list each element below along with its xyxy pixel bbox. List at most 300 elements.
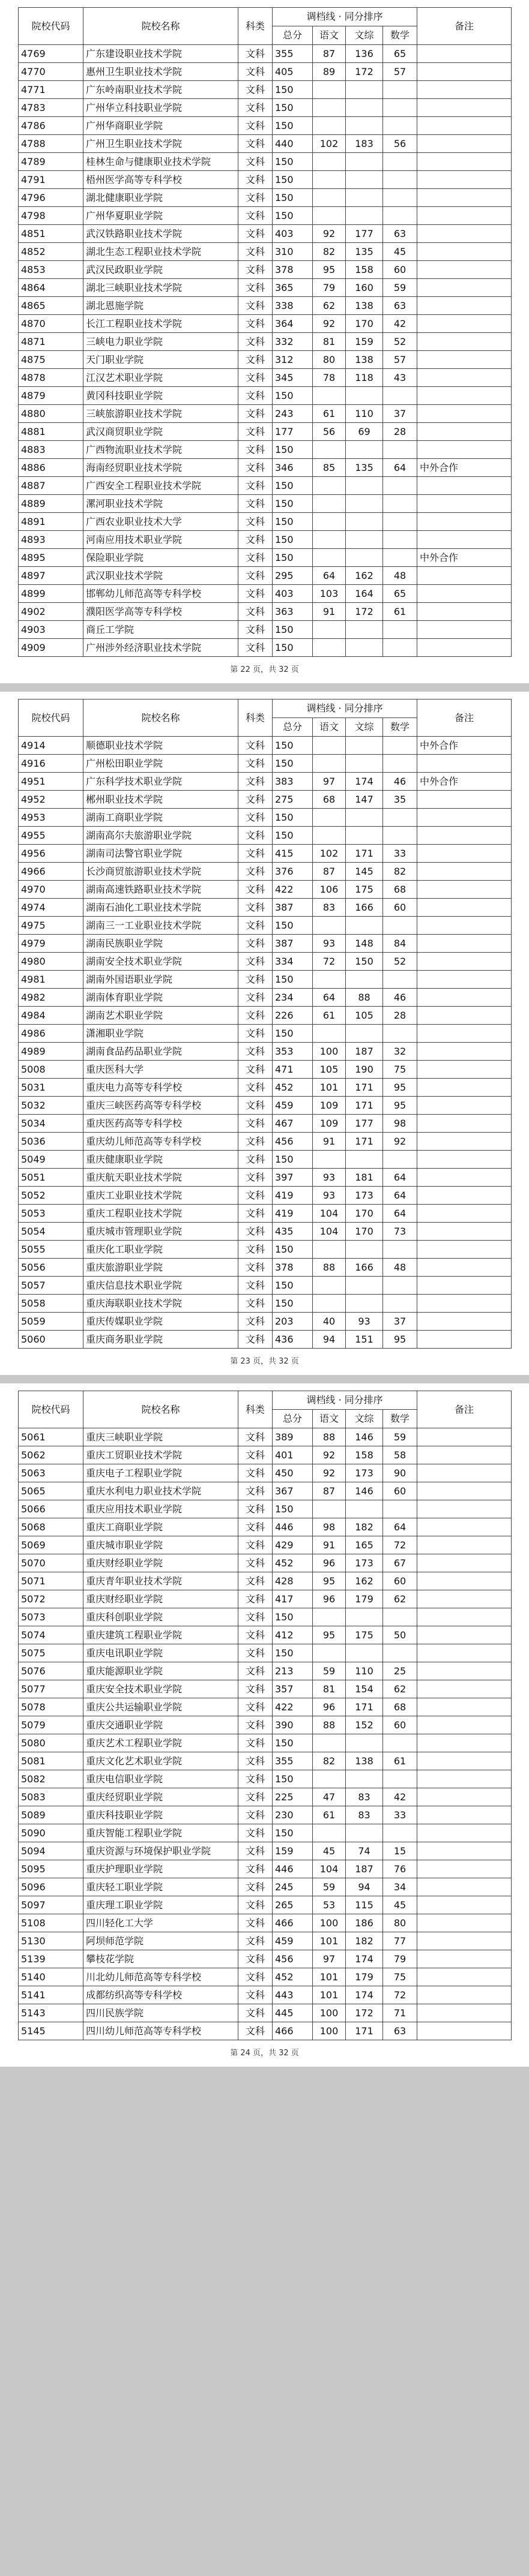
cell-total: 295	[273, 567, 313, 585]
cell-math: 37	[383, 1313, 417, 1331]
cell-category: 文科	[238, 459, 273, 477]
cell-total: 443	[273, 1986, 313, 2004]
cell-comprehensive	[346, 207, 383, 225]
header-name: 院校名称	[83, 1391, 238, 1428]
table-row	[19, 1223, 512, 1241]
cell-comprehensive	[346, 1608, 383, 1626]
cell-name: 重庆理工职业学院	[83, 1896, 238, 1914]
cell-category: 文科	[238, 1097, 273, 1115]
document-page	[0, 1383, 529, 2067]
cell-name: 重庆建筑工程职业学院	[83, 1626, 238, 1644]
cell-code: 5079	[19, 1716, 83, 1734]
cell-total: 150	[273, 639, 313, 657]
cell-name: 重庆医科大学	[83, 1061, 238, 1079]
header-chinese: 语文	[313, 1410, 346, 1428]
header-comprehensive: 文综	[346, 26, 383, 45]
cell-category: 文科	[238, 405, 273, 423]
cell-math: 95	[383, 1079, 417, 1097]
cell-note	[417, 1680, 512, 1698]
table-row	[19, 953, 512, 971]
cell-math: 52	[383, 953, 417, 971]
cell-math	[383, 621, 417, 639]
cell-comprehensive: 162	[346, 1572, 383, 1590]
cell-total: 363	[273, 603, 313, 621]
cell-total: 428	[273, 1572, 313, 1590]
cell-name: 漯河职业技术学院	[83, 495, 238, 513]
cell-name: 海南经贸职业技术学院	[83, 459, 238, 477]
cell-comprehensive	[346, 1770, 383, 1788]
cell-chinese	[313, 639, 346, 657]
table-row	[19, 737, 512, 755]
cell-chinese	[313, 477, 346, 495]
cell-comprehensive	[346, 117, 383, 135]
cell-chinese: 85	[313, 459, 346, 477]
cell-math: 95	[383, 1331, 417, 1349]
cell-total: 446	[273, 1860, 313, 1878]
cell-category: 文科	[238, 369, 273, 387]
cell-code: 5077	[19, 1680, 83, 1698]
cell-chinese	[313, 549, 346, 567]
cell-chinese: 80	[313, 351, 346, 369]
cell-note	[417, 279, 512, 297]
cell-comprehensive	[346, 531, 383, 549]
cell-total: 367	[273, 1482, 313, 1500]
cell-category: 文科	[238, 549, 273, 567]
cell-total: 415	[273, 845, 313, 863]
table-row	[19, 989, 512, 1007]
cell-chinese	[313, 117, 346, 135]
cell-total: 226	[273, 1007, 313, 1025]
cell-math: 75	[383, 1061, 417, 1079]
cell-total: 452	[273, 1968, 313, 1986]
cell-name: 广州松田职业学院	[83, 755, 238, 773]
cell-math: 76	[383, 1860, 417, 1878]
cell-category: 文科	[238, 1644, 273, 1662]
cell-note	[417, 1169, 512, 1187]
cell-category: 文科	[238, 261, 273, 279]
cell-code: 5071	[19, 1572, 83, 1590]
cell-chinese	[313, 1025, 346, 1043]
cell-code: 4979	[19, 935, 83, 953]
table-row	[19, 1169, 512, 1187]
cell-chinese: 62	[313, 297, 346, 315]
cell-chinese: 93	[313, 1169, 346, 1187]
cell-note	[417, 351, 512, 369]
cell-category: 文科	[238, 1788, 273, 1806]
cell-math	[383, 755, 417, 773]
cell-category: 文科	[238, 81, 273, 99]
cell-name: 重庆护理职业学院	[83, 1860, 238, 1878]
cell-total: 150	[273, 1295, 313, 1313]
cell-category: 文科	[238, 989, 273, 1007]
cell-category: 文科	[238, 1169, 273, 1187]
table-row	[19, 1698, 512, 1716]
cell-comprehensive: 110	[346, 1662, 383, 1680]
cell-total: 150	[273, 1644, 313, 1662]
cell-name: 重庆轻工职业学院	[83, 1878, 238, 1896]
cell-chinese: 96	[313, 1554, 346, 1572]
cell-chinese	[313, 1277, 346, 1295]
cell-note	[417, 189, 512, 207]
cell-math	[383, 513, 417, 531]
table-row	[19, 1734, 512, 1752]
cell-name: 广东建设职业技术学院	[83, 45, 238, 63]
cell-category: 文科	[238, 45, 273, 63]
cell-comprehensive: 182	[346, 1518, 383, 1536]
cell-total: 471	[273, 1061, 313, 1079]
cell-code: 4916	[19, 755, 83, 773]
cell-note	[417, 99, 512, 117]
cell-category: 文科	[238, 1151, 273, 1169]
cell-chinese: 97	[313, 1950, 346, 1968]
cell-comprehensive: 173	[346, 1554, 383, 1572]
cell-code: 5081	[19, 1752, 83, 1770]
cell-total: 150	[273, 495, 313, 513]
cell-total: 150	[273, 99, 313, 117]
cell-math: 95	[383, 1097, 417, 1115]
table-row	[19, 2004, 512, 2022]
table-row	[19, 1007, 512, 1025]
cell-math: 61	[383, 603, 417, 621]
cell-note	[417, 1079, 512, 1097]
cell-name: 湖南艺术职业学院	[83, 1007, 238, 1025]
cell-total: 150	[273, 531, 313, 549]
cell-name: 湖北生态工程职业技术学院	[83, 243, 238, 261]
cell-name: 湖南外国语职业学院	[83, 971, 238, 989]
cell-comprehensive: 158	[346, 261, 383, 279]
cell-code: 4891	[19, 513, 83, 531]
table-row	[19, 1277, 512, 1295]
table-row	[19, 1500, 512, 1518]
table-row	[19, 81, 512, 99]
cell-code: 4886	[19, 459, 83, 477]
cell-comprehensive: 110	[346, 405, 383, 423]
cell-name: 重庆幼儿师范高等专科学校	[83, 1133, 238, 1151]
cell-comprehensive: 146	[346, 1482, 383, 1500]
cell-name: 重庆商务职业学院	[83, 1331, 238, 1349]
cell-code: 4895	[19, 549, 83, 567]
cell-category: 文科	[238, 773, 273, 791]
cell-code: 4982	[19, 989, 83, 1007]
cell-note	[417, 1896, 512, 1914]
cell-math: 28	[383, 423, 417, 441]
cell-category: 文科	[238, 621, 273, 639]
cell-name: 湖南工商职业学院	[83, 809, 238, 827]
cell-code: 5049	[19, 1151, 83, 1169]
cell-comprehensive: 151	[346, 1331, 383, 1349]
cell-name: 湖南三一工业职业技术学院	[83, 917, 238, 935]
cell-comprehensive: 187	[346, 1043, 383, 1061]
cell-category: 文科	[238, 1115, 273, 1133]
cell-category: 文科	[238, 1734, 273, 1752]
cell-name: 天门职业学院	[83, 351, 238, 369]
cell-comprehensive	[346, 153, 383, 171]
cell-math: 63	[383, 225, 417, 243]
cell-chinese	[313, 189, 346, 207]
cell-math	[383, 1824, 417, 1842]
cell-math: 61	[383, 1752, 417, 1770]
cell-comprehensive	[346, 971, 383, 989]
cell-code: 5008	[19, 1061, 83, 1079]
cell-name: 黄冈科技职业学院	[83, 387, 238, 405]
cell-category: 文科	[238, 495, 273, 513]
cell-code: 5108	[19, 1914, 83, 1932]
table-row	[19, 2022, 512, 2040]
cell-category: 文科	[238, 863, 273, 881]
cell-chinese: 88	[313, 1716, 346, 1734]
cell-chinese: 87	[313, 45, 346, 63]
cell-note	[417, 953, 512, 971]
cell-chinese	[313, 917, 346, 935]
table-row	[19, 315, 512, 333]
cell-note	[417, 1446, 512, 1464]
cell-note	[417, 827, 512, 845]
cell-comprehensive: 187	[346, 1860, 383, 1878]
cell-note	[417, 1914, 512, 1932]
cell-math: 45	[383, 243, 417, 261]
cell-note	[417, 567, 512, 585]
cell-category: 文科	[238, 1223, 273, 1241]
table-row	[19, 1590, 512, 1608]
cell-chinese: 91	[313, 1133, 346, 1151]
cell-category: 文科	[238, 153, 273, 171]
cell-name: 邯郸幼儿师范高等专科学校	[83, 585, 238, 603]
table-row	[19, 243, 512, 261]
cell-category: 文科	[238, 1950, 273, 1968]
cell-category: 文科	[238, 315, 273, 333]
cell-category: 文科	[238, 1259, 273, 1277]
cell-chinese: 95	[313, 1626, 346, 1644]
header-math: 数学	[383, 26, 417, 45]
cell-name: 湖南高速铁路职业技术学院	[83, 881, 238, 899]
cell-name: 郴州职业技术学院	[83, 791, 238, 809]
cell-math	[383, 171, 417, 189]
header-comprehensive: 文综	[346, 1410, 383, 1428]
cell-note	[417, 1205, 512, 1223]
cell-chinese: 93	[313, 1187, 346, 1205]
cell-name: 四川轻化工大学	[83, 1914, 238, 1932]
cell-note	[417, 63, 512, 81]
cell-chinese: 92	[313, 1446, 346, 1464]
cell-comprehensive: 171	[346, 845, 383, 863]
cell-chinese	[313, 1295, 346, 1313]
cell-note	[417, 477, 512, 495]
cell-math: 45	[383, 1896, 417, 1914]
cell-name: 潇湘职业学院	[83, 1025, 238, 1043]
table-row	[19, 1428, 512, 1446]
table-row	[19, 1518, 512, 1536]
cell-total: 467	[273, 1115, 313, 1133]
cell-comprehensive: 177	[346, 1115, 383, 1133]
cell-note: 中外合作	[417, 549, 512, 567]
cell-name: 广西安全工程职业技术学院	[83, 477, 238, 495]
cell-code: 4981	[19, 971, 83, 989]
cell-name: 重庆财经职业学院	[83, 1554, 238, 1572]
cell-code: 4955	[19, 827, 83, 845]
cell-category: 文科	[238, 1626, 273, 1644]
cell-comprehensive	[346, 1151, 383, 1169]
cell-category: 文科	[238, 1842, 273, 1860]
cell-note	[417, 225, 512, 243]
cell-note	[417, 1536, 512, 1554]
cell-category: 文科	[238, 899, 273, 917]
cell-note	[417, 1331, 512, 1349]
table-row	[19, 1896, 512, 1914]
cell-category: 文科	[238, 189, 273, 207]
cell-math: 64	[383, 1187, 417, 1205]
cell-note	[417, 917, 512, 935]
cell-total: 378	[273, 261, 313, 279]
cell-note	[417, 1590, 512, 1608]
page-footer: 第 22 页，共 32 页	[230, 665, 299, 674]
cell-code: 4889	[19, 495, 83, 513]
cell-chinese	[313, 1151, 346, 1169]
cell-note	[417, 809, 512, 827]
cell-name: 重庆城市管理职业学院	[83, 1223, 238, 1241]
cell-category: 文科	[238, 809, 273, 827]
table-row	[19, 135, 512, 153]
cell-math: 56	[383, 135, 417, 153]
cell-name: 广州涉外经济职业技术学院	[83, 639, 238, 657]
cell-math: 90	[383, 1464, 417, 1482]
cell-total: 150	[273, 513, 313, 531]
admission-table	[18, 699, 512, 1349]
cell-total: 159	[273, 1842, 313, 1860]
cell-chinese	[313, 531, 346, 549]
cell-chinese: 64	[313, 567, 346, 585]
cell-name: 梧州医学高等专科学校	[83, 171, 238, 189]
cell-math	[383, 1644, 417, 1662]
cell-comprehensive	[346, 1500, 383, 1518]
cell-comprehensive: 182	[346, 1932, 383, 1950]
cell-comprehensive: 171	[346, 1133, 383, 1151]
cell-note	[417, 1187, 512, 1205]
cell-name: 重庆健康职业学院	[83, 1151, 238, 1169]
cell-comprehensive: 150	[346, 953, 383, 971]
table-row	[19, 567, 512, 585]
cell-total: 332	[273, 333, 313, 351]
cell-math: 98	[383, 1115, 417, 1133]
cell-comprehensive: 160	[346, 279, 383, 297]
cell-chinese: 94	[313, 1331, 346, 1349]
cell-note	[417, 1241, 512, 1259]
cell-comprehensive: 138	[346, 351, 383, 369]
cell-note	[417, 297, 512, 315]
cell-note	[417, 1259, 512, 1277]
cell-name: 重庆工业职业技术学院	[83, 1187, 238, 1205]
admission-table	[18, 7, 512, 657]
cell-category: 文科	[238, 845, 273, 863]
cell-total: 419	[273, 1187, 313, 1205]
cell-note	[417, 1608, 512, 1626]
cell-total: 150	[273, 117, 313, 135]
table-row	[19, 1806, 512, 1824]
cell-note	[417, 135, 512, 153]
cell-comprehensive: 105	[346, 1007, 383, 1025]
cell-note	[417, 1860, 512, 1878]
cell-math	[383, 81, 417, 99]
cell-comprehensive	[346, 809, 383, 827]
cell-note	[417, 2004, 512, 2022]
cell-code: 4786	[19, 117, 83, 135]
cell-total: 150	[273, 1500, 313, 1518]
cell-category: 文科	[238, 881, 273, 899]
cell-math	[383, 207, 417, 225]
cell-name: 重庆城市职业学院	[83, 1536, 238, 1554]
header-total: 总分	[273, 718, 313, 737]
cell-note	[417, 495, 512, 513]
cell-category: 文科	[238, 1536, 273, 1554]
cell-name: 重庆海联职业技术学院	[83, 1295, 238, 1313]
cell-chinese: 40	[313, 1313, 346, 1331]
cell-chinese: 96	[313, 1698, 346, 1716]
header-name: 院校名称	[83, 699, 238, 737]
cell-code: 5034	[19, 1115, 83, 1133]
cell-total: 419	[273, 1205, 313, 1223]
cell-chinese: 93	[313, 935, 346, 953]
table-row	[19, 495, 512, 513]
cell-total: 150	[273, 1608, 313, 1626]
cell-total: 403	[273, 585, 313, 603]
cell-category: 文科	[238, 1824, 273, 1842]
cell-math: 32	[383, 1043, 417, 1061]
cell-name: 阿坝师范学院	[83, 1932, 238, 1950]
cell-chinese: 61	[313, 405, 346, 423]
cell-category: 文科	[238, 1331, 273, 1349]
cell-math: 48	[383, 1259, 417, 1277]
cell-math: 64	[383, 1205, 417, 1223]
cell-code: 4852	[19, 243, 83, 261]
cell-code: 5031	[19, 1079, 83, 1097]
cell-total: 456	[273, 1950, 313, 1968]
cell-total: 150	[273, 477, 313, 495]
cell-note	[417, 423, 512, 441]
cell-math	[383, 549, 417, 567]
cell-code: 5069	[19, 1536, 83, 1554]
cell-total: 150	[273, 1241, 313, 1259]
cell-math: 58	[383, 1446, 417, 1464]
cell-comprehensive: 146	[346, 1428, 383, 1446]
cell-name: 重庆电力高等专科学校	[83, 1079, 238, 1097]
cell-code: 5074	[19, 1626, 83, 1644]
table-row	[19, 827, 512, 845]
cell-name: 广东岭南职业技术学院	[83, 81, 238, 99]
table-row	[19, 603, 512, 621]
cell-chinese: 104	[313, 1205, 346, 1223]
cell-total: 150	[273, 171, 313, 189]
cell-comprehensive	[346, 441, 383, 459]
cell-math: 60	[383, 1716, 417, 1734]
cell-comprehensive	[346, 1025, 383, 1043]
cell-note	[417, 1133, 512, 1151]
cell-math: 25	[383, 1662, 417, 1680]
cell-code: 5032	[19, 1097, 83, 1115]
cell-category: 文科	[238, 1716, 273, 1734]
cell-comprehensive: 136	[346, 45, 383, 63]
cell-code: 4789	[19, 153, 83, 171]
cell-total: 312	[273, 351, 313, 369]
cell-math: 82	[383, 863, 417, 881]
cell-comprehensive: 93	[346, 1313, 383, 1331]
cell-category: 文科	[238, 1241, 273, 1259]
header-note: 备注	[417, 1391, 512, 1428]
cell-name: 重庆电子工程职业学院	[83, 1464, 238, 1482]
cell-comprehensive: 170	[346, 1223, 383, 1241]
cell-note	[417, 1295, 512, 1313]
cell-total: 346	[273, 459, 313, 477]
cell-comprehensive: 175	[346, 881, 383, 899]
cell-category: 文科	[238, 1464, 273, 1482]
